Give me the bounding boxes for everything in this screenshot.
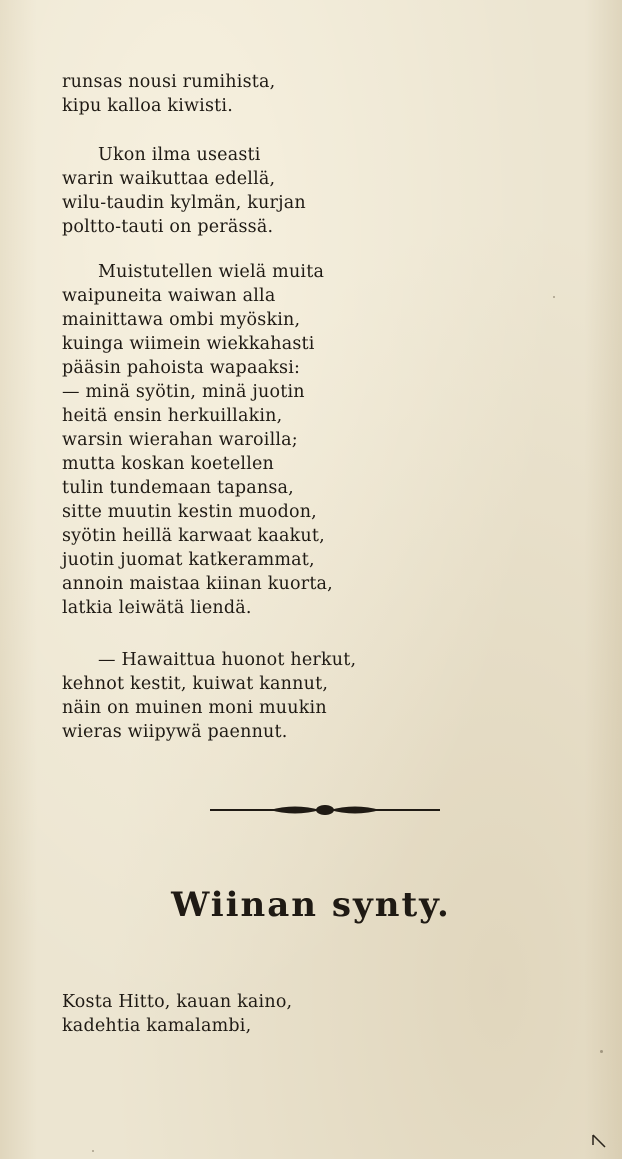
verse-line: annoin maistaa kiinan kuorta, [62, 574, 333, 594]
stanza-1 [62, 70, 275, 118]
verse-line: mutta koskan koetellen [62, 454, 275, 474]
stanza-2 [62, 143, 306, 239]
verse-line: Ukon ilma useasti [98, 145, 261, 165]
verse-line: heitä ensin herkuillakin, [62, 406, 283, 426]
paper-speck [92, 1150, 94, 1152]
verse-line: Muistutellen wielä muita [98, 262, 325, 282]
verse-line: kipu kalloa kiwisti. [62, 96, 233, 116]
verse-line: sitte muutin kestin muodon, [62, 502, 317, 522]
paper-speck [600, 1050, 603, 1053]
ornamental-rule [210, 800, 440, 820]
section-title: Wiinan synty. [171, 885, 451, 925]
verse-line: warsin wierahan waroilla; [62, 430, 298, 450]
verse-line: runsas nousi rumihista, [62, 72, 276, 92]
verse-line: syötin heillä karwaat kaakut, [62, 526, 325, 546]
stanza-4 [62, 648, 356, 744]
verse-line: kuinga wiimein wiekkahasti [62, 334, 315, 354]
verse-line: mainittawa ombi myöskin, [62, 310, 301, 330]
verse-line: juotin juomat katkerammat, [62, 550, 315, 570]
paper-speck [553, 296, 555, 298]
verse-line: — Hawaittua huonot herkut, [98, 650, 357, 670]
verse-line: kehnot kestit, kuiwat kannut, [62, 674, 329, 694]
corner-mark-icon [590, 1133, 608, 1149]
verse-line: — minä syötin, minä juotin [62, 382, 305, 402]
verse-line: wieras wiipywä paennut. [62, 722, 288, 742]
verse-line: kadehtia kamalambi, [62, 1016, 252, 1036]
verse-line: latkia leiwätä liendä. [62, 598, 252, 618]
verse-line: poltto-tauti on perässä. [62, 217, 274, 237]
verse-line: tulin tundemaan tapansa, [62, 478, 294, 498]
stanza-5 [62, 990, 292, 1038]
verse-line: waipuneita waiwan alla [62, 286, 276, 306]
verse-line: pääsin pahoista wapaaksi: [62, 358, 301, 378]
verse-line: warin waikuttaa edellä, [62, 169, 276, 189]
verse-line: näin on muinen moni muukin [62, 698, 327, 718]
verse-line: Kosta Hitto, kauan kaino, [62, 992, 293, 1012]
stanza-3 [62, 260, 333, 620]
verse-line: wilu-taudin kylmän, kurjan [62, 193, 306, 213]
